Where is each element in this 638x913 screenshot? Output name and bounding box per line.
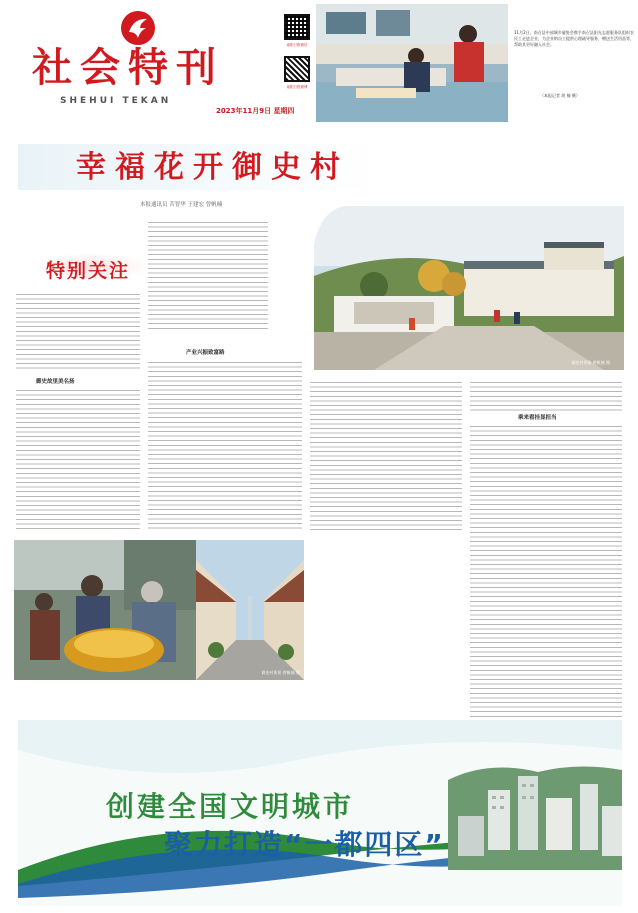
column-text	[470, 426, 622, 738]
column-text	[16, 390, 140, 530]
column-text	[310, 382, 462, 530]
section-heading: 御史故里美名扬	[36, 379, 75, 385]
banner-line1: 创建全国文明城市	[106, 790, 355, 823]
column-text	[470, 382, 622, 414]
banner-line2: 聚力打造“一都四区”	[164, 828, 445, 861]
masthead-date: 2023年11月9日 星期四	[216, 107, 295, 115]
article-headline: 幸福花开御史村	[76, 150, 349, 185]
article-byline: 本报通讯员 苦智华 王建宏 曾帆楠	[140, 202, 223, 208]
masthead	[0, 0, 638, 130]
special-tag: 特别关注	[46, 260, 131, 282]
section-heading: 乘来看挂显担当	[518, 415, 557, 421]
column-text	[148, 222, 268, 332]
street-photo	[196, 540, 304, 680]
newspaper-logo-icon	[120, 10, 156, 46]
village-photo	[314, 206, 624, 370]
top-photo-credit: （本报记者 胡 楠 摄）	[540, 93, 580, 98]
top-photo	[316, 4, 508, 122]
qr-code	[284, 56, 310, 82]
village-photo-caption: 御史村景象 曾帆楠 摄	[571, 360, 610, 365]
column-lead-text	[16, 294, 140, 370]
top-photo-caption: 11月2日，南召县中部城乡屠协会携手南召县阳光志愿服务队组织农民工走进企业，为企业纳员工提供心理疏导服务，赠送生活用品等，帮助其更好融入社会。	[514, 30, 634, 48]
masthead-title: 社会特刊	[32, 44, 224, 91]
civilization-banner	[18, 720, 622, 906]
section-heading: 产业兴振致富路	[186, 350, 225, 356]
column-text	[148, 362, 302, 530]
street-photo-caption: 御史村街景 曾帆楠 摄	[261, 670, 300, 675]
harvest-photo	[14, 540, 196, 680]
qr-label: 南阳日报微博	[286, 85, 308, 89]
masthead-pinyin: SHEHUI TEKAN	[60, 96, 172, 106]
qr-code	[284, 14, 310, 40]
qr-label: 南阳日报微信	[286, 43, 308, 47]
